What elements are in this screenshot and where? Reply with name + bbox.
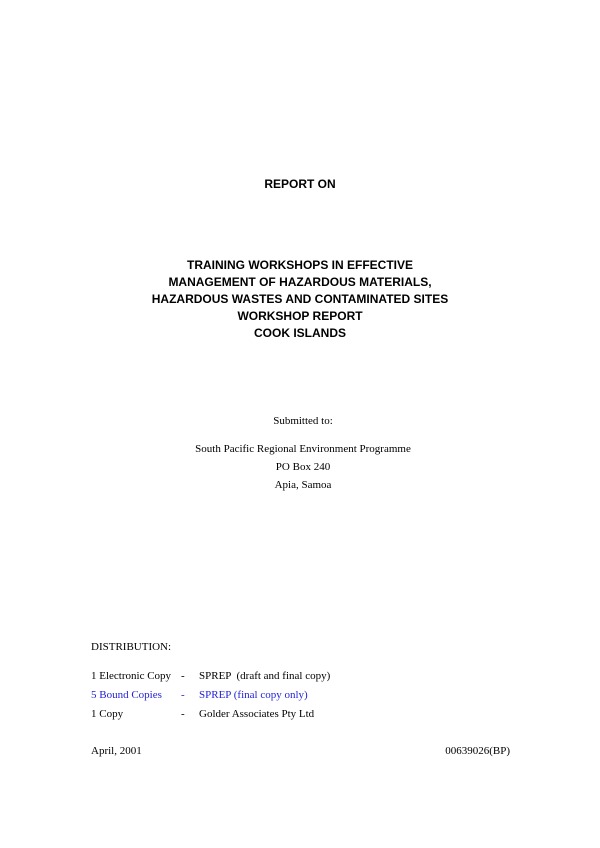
title-line: COOK ISLANDS — [253, 326, 346, 340]
address-line: PO Box 240 — [275, 461, 331, 473]
distribution-dash: - — [181, 670, 185, 682]
report-title — [0, 257, 600, 342]
address-line: South Pacific Regional Environment Programme — [195, 443, 411, 455]
distribution-dash: - — [181, 689, 185, 701]
title-line: WORKSHOP REPORT — [237, 309, 363, 323]
distribution-quantity: 5 Bound Copies — [91, 689, 162, 701]
distribution-quantity: 1 Electronic Copy — [91, 670, 172, 682]
title-line: TRAINING WORKSHOPS IN EFFECTIVE — [186, 258, 413, 272]
distribution-dash: - — [181, 708, 185, 720]
distribution-recipient: SPREP (final copy only) — [199, 689, 308, 701]
distribution-quantity: 1 Copy — [91, 708, 124, 720]
report-date: April, 2001 — [91, 745, 142, 757]
report-reference-number: 00639026(BP) — [445, 745, 510, 757]
distribution-row — [91, 705, 391, 724]
distribution-recipient: SPREP (draft and final copy) — [199, 670, 331, 682]
distribution-label: DISTRIBUTION: — [91, 641, 172, 653]
submitted-to-label: Submitted to: — [273, 415, 333, 427]
distribution-recipient: Golder Associates Pty Ltd — [199, 708, 315, 720]
distribution-row — [91, 686, 391, 705]
distribution-row — [91, 667, 391, 686]
recipient-address — [0, 440, 600, 494]
address-line: Apia, Samoa — [274, 479, 332, 491]
title-line: MANAGEMENT OF HAZARDOUS MATERIALS, — [168, 275, 432, 289]
distribution-list — [91, 667, 391, 724]
report-heading: REPORT ON — [264, 177, 336, 191]
title-line: HAZARDOUS WASTES AND CONTAMINATED SITES — [151, 292, 449, 306]
